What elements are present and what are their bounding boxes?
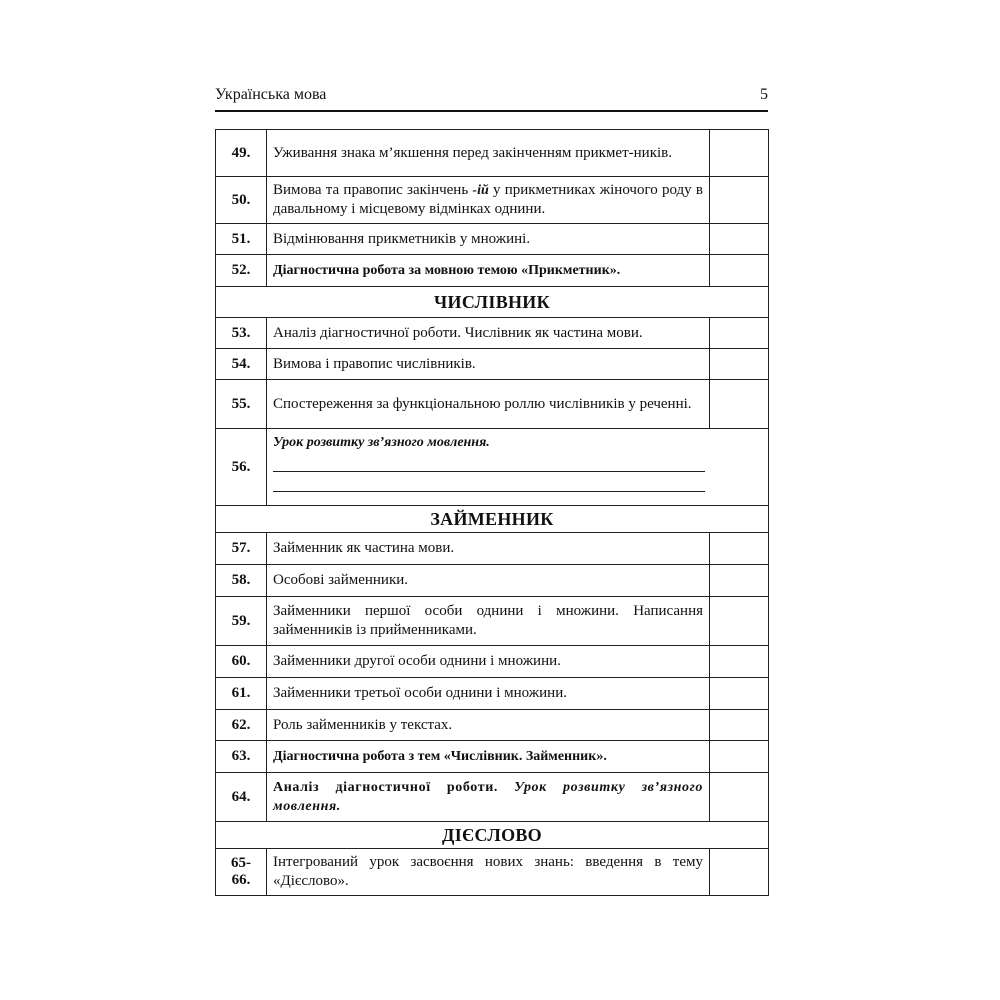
page-number: 5 [760,86,768,103]
topic-bold-text: Діагностична робота за мовною темою «Прикметник». [273,263,621,278]
notes-cell[interactable] [710,130,769,177]
notes-cell[interactable] [710,646,769,678]
lesson-plan-table [215,129,769,896]
lesson-topic [267,255,710,287]
topic-ending: -ій [472,183,489,198]
lesson-topic [267,773,710,822]
table-row [216,849,769,896]
header-rule [215,110,768,112]
notes-cell[interactable] [710,710,769,741]
lesson-number: 63. [216,741,267,773]
table-row [216,255,769,287]
notes-cell[interactable] [710,678,769,710]
lesson-topic: Займенники першої особи однини і множини. Написання займенників із прийменниками. [267,597,710,646]
table-row [216,678,769,710]
table-row [216,318,769,349]
section-title: ЧИСЛІВНИК [216,287,769,318]
notes-cell[interactable] [710,849,769,896]
fill-in-line[interactable] [273,452,705,472]
topic-text: у прикметниках жіночого роду в давальному і місцевому відмінках однини. [273,182,703,217]
lesson-topic: Відмінювання прикметників у множині. [267,224,710,255]
lesson-topic: Займенник як частина мови. [267,533,710,565]
section-row [216,822,769,849]
lesson-topic: Займенники другої особи однини і множини. [267,646,710,678]
lesson-topic: Спостереження за функціональною роллю числівників у реченні. [267,380,710,429]
running-header [215,86,768,110]
lesson-number [216,849,267,896]
topic-italic-text: Урок розвитку зв’язного мовлення. [273,435,490,450]
notes-cell[interactable] [710,741,769,773]
lesson-number: 62. [216,710,267,741]
topic-bold-text: Аналіз діагностичної роботи. [273,780,515,795]
table-row [216,565,769,597]
lesson-number: 60. [216,646,267,678]
running-header-title: Українська мова [215,86,327,103]
table-row [216,773,769,822]
table-row [216,177,769,224]
lesson-number: 50. [216,177,267,224]
table-row [216,224,769,255]
lesson-number: 59. [216,597,267,646]
lesson-number: 56. [216,429,267,506]
table-row [216,380,769,429]
table-row [216,710,769,741]
lesson-topic [267,177,710,224]
topic-bold-text: Діагностична робота з тем «Числівник. Займенник». [273,749,607,764]
table-row [216,429,769,506]
section-row [216,506,769,533]
table-row [216,349,769,380]
lesson-number: 57. [216,533,267,565]
table-row [216,741,769,773]
lesson-topic: Особові займенники. [267,565,710,597]
lesson-number: 55. [216,380,267,429]
lesson-topic: Вимова і правопис числівників. [267,349,710,380]
fill-in-line[interactable] [273,472,705,492]
lesson-number: 49. [216,130,267,177]
notes-cell[interactable] [710,255,769,287]
lesson-number: 52. [216,255,267,287]
lesson-number: 58. [216,565,267,597]
lesson-number: 54. [216,349,267,380]
lesson-topic: Аналіз діагностичної роботи. Числівник як частина мови. [267,318,710,349]
table-row [216,597,769,646]
notes-cell[interactable] [710,318,769,349]
notes-cell[interactable] [710,773,769,822]
lesson-number: 64. [216,773,267,822]
notes-cell[interactable] [710,380,769,429]
lesson-topic: Займенники третьої особи однини і множини. [267,678,710,710]
notes-cell[interactable] [710,177,769,224]
lesson-topic: Інтегрований урок засвоєння нових знань: введення в тему «Дієслово». [267,849,710,896]
lesson-topic: Уживання знака м’якшення перед закінченням прикмет-ників. [267,130,710,177]
lesson-number: 61. [216,678,267,710]
lesson-number-part: 66. [231,872,251,888]
lesson-topic [267,741,710,773]
lesson-number: 51. [216,224,267,255]
notes-cell[interactable] [710,597,769,646]
topic-text: Вимова та правопис закінчень [273,182,473,198]
lesson-topic [267,429,769,506]
table-row [216,646,769,678]
lesson-number: 53. [216,318,267,349]
notes-cell[interactable] [710,565,769,597]
lesson-number-part: 65- [231,855,251,871]
lesson-topic: Роль займенників у текстах. [267,710,710,741]
notes-cell[interactable] [710,349,769,380]
topic-italic-text: Урок розвитку зв’язного мовлення. [273,780,703,814]
section-title: ДІЄСЛОВО [216,822,769,849]
table-row [216,130,769,177]
notes-cell[interactable] [710,533,769,565]
notes-cell[interactable] [710,224,769,255]
table-row [216,533,769,565]
section-row [216,287,769,318]
section-title: ЗАЙМЕННИК [216,506,769,533]
